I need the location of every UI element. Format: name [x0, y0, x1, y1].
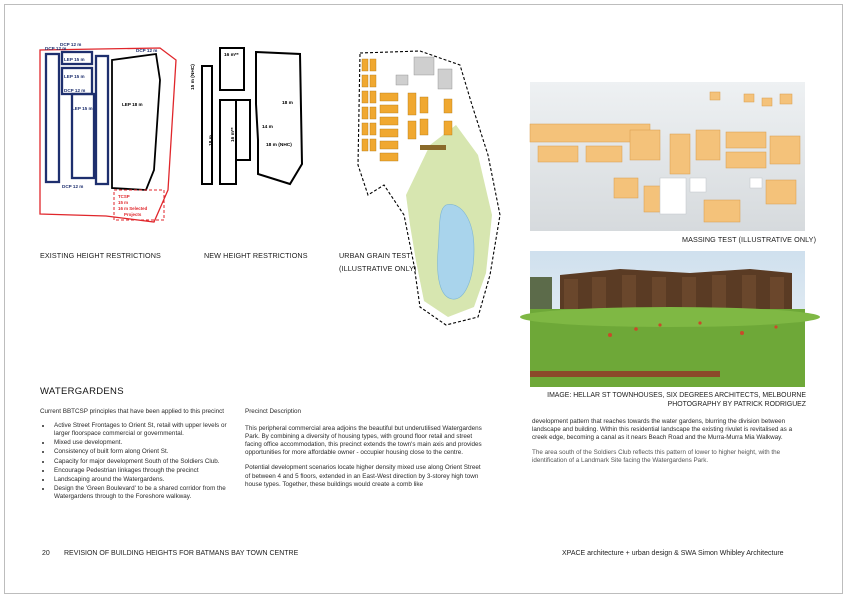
page-number: 20	[42, 550, 50, 557]
precinct-paragraph-1: This peripheral commercial area adjoins the beautiful but underutilised Watergardens Park. By combining a diversity of housing types, with ground floor retail and street facing office accommodation, this precinct extends the town's main axis and provides opportunities for more affordable owner - occupier housing close to the centre.	[245, 425, 482, 457]
new-label: 16 m**	[224, 53, 239, 58]
existing-label: LEP 15 m	[64, 57, 85, 62]
principle-item: • Design the 'Green Boulevard' to be a shared corridor from the Watergardens through to the Foreshore walkway.	[52, 485, 230, 501]
existing-label: DCP 12 m	[136, 48, 158, 53]
principle-item: • Encourage Pedestrian linkages through the precinct	[52, 467, 230, 475]
tcsp-label: 15 m	[118, 200, 129, 205]
urban-grain-diagram	[350, 45, 520, 330]
existing-label: LEP 18 m	[122, 102, 143, 107]
principles-list	[40, 422, 230, 501]
principle-item: • Consistency of built form along Orient St.	[52, 448, 230, 456]
existing-label: DCP 12 m	[64, 88, 86, 93]
principle-item: • Capacity for major development South of the Soldiers Club.	[52, 458, 230, 466]
new-height-diagram	[191, 44, 306, 194]
footer-credit: XPACE architecture + urban design & SWA Simon Whibley Architecture	[562, 550, 784, 557]
new-label: 14 m	[262, 125, 273, 130]
existing-label: LEP 15 m	[72, 106, 93, 111]
existing-label: LEP 15 m	[64, 74, 85, 79]
existing-label: DCP 12 m	[45, 46, 67, 51]
existing-height-caption: EXISTING HEIGHT RESTRICTIONS	[40, 251, 161, 260]
principles-intro: Current BBTCSP principles that have been applied to this precinct	[40, 408, 224, 415]
precinct-heading: Precinct Description	[245, 408, 301, 415]
urban-grain-caption: URBAN GRAIN TEST	[339, 251, 411, 260]
description-column	[532, 418, 794, 472]
principle-item: • Active Street Frontages to Orient St, retail with upper levels or larger floorspace commercial or governmental.	[52, 422, 230, 438]
precinct-column	[245, 408, 487, 496]
massing-caption: MASSING TEST (ILLUSTRATIVE ONLY)	[682, 235, 817, 244]
tcsp-label: 16 m Selected	[118, 206, 148, 211]
massing-photo	[530, 82, 805, 231]
new-label: 15 m (NHC)	[191, 64, 196, 90]
new-label: 18 m	[209, 135, 214, 146]
new-height-caption: NEW HEIGHT RESTRICTIONS	[204, 251, 308, 260]
precinct-paragraph-2: Potential development scenarios locate higher density mixed use along Orient Street of between 4 and 5 floors, extended in an East-West direction by 3-storey high town house types. Together, these buildings would create a comb like	[245, 464, 481, 488]
tcsp-label: Projects	[124, 212, 142, 217]
new-label: 16 m**	[231, 127, 236, 142]
principle-item: • Mixed use development.	[52, 439, 230, 447]
townhouse-photo	[530, 251, 805, 387]
principle-item: • Landscaping around the Watergardens.	[52, 476, 230, 484]
description-paragraph-2: The area south of the Soldiers Club reflects this pattern of lower to higher height, with the identification of a Landmark Site facing the Watergardens Park.	[532, 449, 781, 465]
townhouse-caption	[530, 391, 806, 409]
description-paragraph-1: development pattern that reaches towards the water gardens, blurring the division between landscape and building. Within this residential landscape the existing rivulet is revitalised as a creek edge, becoming a canal as it nears Beach Road and the Murra-Murra Mia Walkway.	[532, 418, 793, 442]
principles-column	[40, 408, 230, 502]
existing-label: DCP 12 m	[62, 184, 84, 189]
urban-grain-caption-sub: (ILLUSTRATIVE ONLY)	[339, 264, 417, 273]
existing-height-diagram	[36, 40, 186, 230]
new-label: 18 m	[282, 101, 293, 106]
tcsp-label: TCSP	[118, 194, 130, 199]
new-label: 18 m (NHC)	[266, 143, 292, 148]
section-title: WATERGARDENS	[40, 386, 124, 397]
footer-title: REVISION OF BUILDING HEIGHTS FOR BATMANS BAY TOWN CENTRE	[64, 550, 299, 557]
existing-label: DCP 12 m	[60, 42, 82, 47]
townhouse-caption-line2: PHOTOGRAPHY BY PATRICK RODRIGUEZ	[667, 401, 806, 408]
townhouse-caption-line1: IMAGE: HELLAR ST TOWNHOUSES, SIX DEGREES ARCHITECTS, MELBOURNE	[547, 392, 806, 399]
